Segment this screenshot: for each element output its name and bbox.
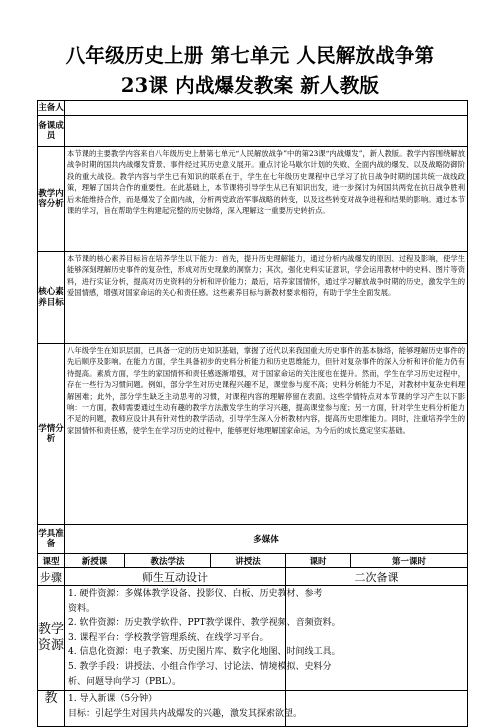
process-line: 1. 导入新课（5分钟） <box>68 694 158 705</box>
second-prep-label: 二次备课 <box>286 568 468 586</box>
teaching-aids-value: 多媒体 <box>65 525 468 554</box>
resources-line: 4. 信息化资源：电子教案、历史图片库、数字化地图、时间线工具。 <box>68 647 341 658</box>
process-content <box>65 691 303 727</box>
teaching-aids-label: 学具准备 <box>38 525 65 554</box>
teaching-aids-row <box>38 525 468 554</box>
steps-label: 步骤 <box>38 568 65 586</box>
core-goals-row <box>38 252 468 344</box>
resources-label: 教学资源 <box>38 586 65 691</box>
preparer-value <box>65 101 468 116</box>
resources-line: 资料。 <box>68 603 96 614</box>
resources-list <box>65 586 341 691</box>
core-goals-label: 核心素养目标 <box>38 252 65 344</box>
learner-analysis-row <box>38 344 468 525</box>
lesson-info-row <box>38 554 468 568</box>
content-analysis-row <box>38 147 468 252</box>
resources-line: 1. 硬件资源：多媒体教学设备、投影仪、白板、历史教材、参考 <box>68 589 323 599</box>
lesson-plan-table <box>37 100 468 727</box>
document-title-line-2: 23课 内战爆发教案 新人教版 <box>120 74 380 97</box>
lesson-type-label: 课型 <box>38 554 65 568</box>
document-title-line-1: 八年级历史上册 第七单元 人民解放战争第 <box>65 44 435 67</box>
method-label: 教法学法 <box>125 554 211 568</box>
content-analysis-text: 本节课的主要教学内容来自八年级历史上册第七单元“人民解放战争”中的第23课“内战爆发”，新人教版。教学内容围绕解放战争时期的国共内战爆发背景、事件经过其历史意义展开。重点讨论马歇尔计划的失败、全面内战的爆发、以及战略防御阶段的重大战役。教学内容与学生已有知识的联系在于，学生在七年级历史课程中已学习了抗日战争时期的国共统一战线政策，理解了国共合作的重要性。在此基础上，本节课将引导学生从已有知识出发，进一步探讨为何国共两党在抗日战争胜利后未能维持合作，而是爆发了全面内战，分析两党政治军事战略的转变，以及这些转变对战争进程和结果的影响。通过本节课的学习，旨在帮助学生构建起完整的历史脉络，深入理解这一重要历史转折点。 <box>65 147 468 252</box>
resources-line: 5. 教学手段：讲授法、小组合作学习、讨论法、情境模拟、史料分 <box>68 661 332 672</box>
core-goals-text: 本节课的核心素养目标旨在培养学生以下能力：首先，提升历史理解能力，通过分析内战爆发的原因、过程及影响，使学生能够深刻理解历史事件的复杂性，形成对历史现象的洞察力；其次，强化史料实证意识，学会运用教材中的史料、图片等资料，进行实证分析，提高对历史资料的分析和评价能力；最后，培养家国情怀，通过学习解放战争时期的历史，激发学生的爱国情感，增强对国家命运的关心和责任感。这些素养目标与新教材要求相符，有助于学生全面发展。 <box>65 252 468 344</box>
class-hours-label: 课时 <box>286 554 351 568</box>
members-label: 备课成员 <box>38 116 65 147</box>
preparer-row <box>38 101 468 116</box>
content-analysis-label: 教学内容分析 <box>38 147 65 252</box>
process-label: 教 <box>38 691 65 727</box>
learner-analysis-label: 学情分析 <box>38 344 65 525</box>
resources-line: 2. 软件资源：历史教学软件、PPT教学课件、教学视频、音频资料。 <box>68 618 341 629</box>
learner-analysis-text: 八年级学生在知识层面，已具备一定的历史知识基础，掌握了近代以来我国重大历史事件的基本脉络，能够理解历史事件的先后顺序及影响。在能力方面，学生具备初步的史料分析能力和历史思维能力，但针对复杂事件的深入分析和评价能力仍有待提高。素质方面，学生的家国情怀和责任感逐渐增强，对于国家命运的关注度也在提升。然而，学生在学习历史过程中，存在一些行为习惯问题。例如，部分学生对历史课程兴趣不足，课堂参与度不高；史料分析能力不足，对教材中复杂史料理解困难；此外，部分学生缺乏主动思考的习惯，对课程内容的理解停留在表面。这些学情特点对本节课的学习产生以下影响：一方面，教师需要通过生动有趣的教学方法激发学生的学习兴趣，提高课堂参与度；另一方面，针对学生史料分析能力不足的问题，教师应设计具有针对性的教学活动，引导学生深入分析教材内容，提高历史思维能力。同时，注重培养学生的家国情怀和责任感，使学生在学习历史的过程中，能够更好地理解国家命运，为今后的成长奠定坚实基础。 <box>65 344 468 525</box>
method-value: 讲授法 <box>211 554 286 568</box>
steps-row <box>38 568 468 586</box>
resources-row <box>38 586 468 691</box>
resources-line: 3. 课程平台：学校教学管理系统、在线学习平台。 <box>68 632 269 643</box>
class-hours-value: 第一课时 <box>351 554 468 568</box>
lesson-type-value: 新授课 <box>65 554 125 568</box>
members-value <box>65 116 468 147</box>
process-line: 目标：引起学生对国共内战爆发的兴趣，激发其探索欲望。 <box>68 708 303 719</box>
process-row <box>38 691 468 727</box>
resources-line: 析、问题导向学习（PBL）。 <box>68 676 182 687</box>
steps-value: 师生互动设计 <box>65 568 286 586</box>
members-row <box>38 116 468 147</box>
process-second-prep <box>286 691 468 727</box>
preparer-label: 主备人 <box>38 101 65 116</box>
resources-second-prep <box>286 586 468 691</box>
